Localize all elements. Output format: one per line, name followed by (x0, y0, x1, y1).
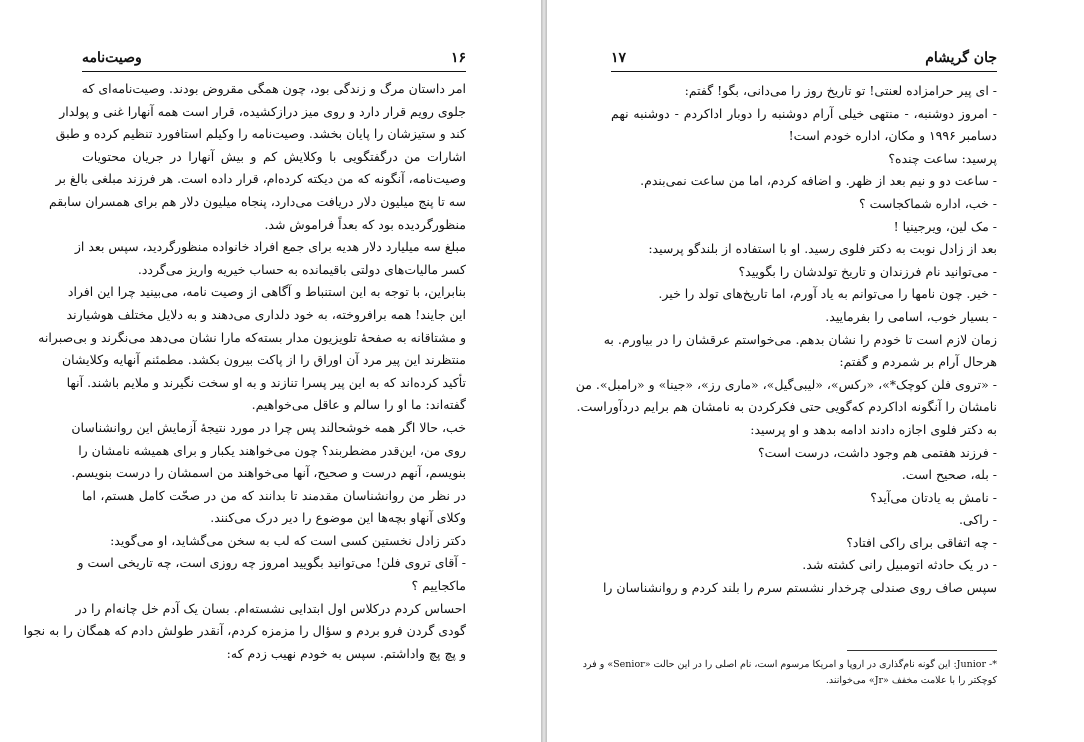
left-page-header (82, 50, 466, 66)
text-line: پرسید: ساعت چنده؟ (888, 150, 997, 166)
text-line: وکلای آنهاو بچه‌ها این موضوع را دیر درک می‌کنند. (210, 510, 466, 526)
text-line: نامشان را آنگونه اداکردم که‌گویی حتی فکرکردن به نامشان هم برایم دردآوراست. (576, 399, 997, 415)
text-line: - آقای تروی فلن! می‌توانید بگویید امروز چه روزی است، چه تاریخی است و (77, 555, 466, 571)
text-line: - ساعت دو و نیم بعد از ظهر. و اضافه کردم، اما من ساعت نمی‌بندم. (640, 173, 997, 189)
left-header-rule (82, 71, 466, 72)
text-line: تأکید کرده‌اند که به این پیر پسرا تنازند و به او سخت نگیرند و ملایم باشند. آنها (66, 374, 466, 390)
text-line: دسامبر ۱۹۹۶ و مکان، اداره خودم است! (788, 128, 997, 144)
text-line: جلوی رویم قرار دارد و روی میز درازکشیده، قرار است همه آنهارا غنی و پولدار (59, 103, 466, 119)
text-line: گفته‌اند: ما او را سالم و عاقل می‌خواهیم. (251, 397, 466, 413)
text-line: کوچکتر را با علامت مخفف «Jr» می‌خوانند. (825, 675, 997, 686)
text-line: - ای پیر حرامزاده لعنتی! تو تاریخ روز را می‌دانی، بگو! گفتم: (684, 83, 997, 98)
text-line: ماکجاییم ؟ (411, 578, 466, 594)
text-line: مبلغ سه میلیارد دلار هدیه برای جمع افراد خانواده منظورگردید، سپس بعد از (74, 239, 466, 255)
right-page-body (575, 80, 997, 600)
text-line: - بسیار خوب، اسامی را بفرمایید. (825, 308, 997, 324)
left-page-number: ۱۶ (450, 50, 466, 66)
text-line: - بله، صحیح است. (901, 467, 997, 483)
text-line: منظورگردیده بود که بعداً فراموش شد. (264, 216, 466, 232)
right-header-rule (611, 71, 997, 72)
text-line: *- Junior: این گونه نام‌گذاری در اروپا و امریکا مرسوم است، نام اصلی را در این حالت «Senior» و فرد (582, 659, 997, 670)
text-line: گودی گردن فرو بردم و سؤال را مزمزه کردم، آنقدر طولش دادم که همگان را به نجوا (23, 623, 466, 639)
text-line: اشارات من درگفتگویی با وکلایش کم و بیش آنهارا در جریان محتویات (82, 148, 466, 164)
right-page-running-title: جان گریشام (925, 50, 997, 66)
text-line: - مک لین، ویرجینیا ! (893, 218, 997, 234)
text-line: امر داستان مرگ و زندگی بود، چون همگی مقروض بودند. وصیت‌نامه‌ای که (81, 81, 466, 96)
left-page-running-title: وصیت‌نامه (82, 50, 142, 66)
footnote-rule (847, 650, 997, 651)
text-line: دکتر زادل نخستین کسی است که لب به سخن می‌گشاید، او می‌گوید: (110, 532, 466, 548)
right-page-number: ۱۷ (611, 50, 627, 66)
text-line: - نامش به یادتان می‌آید؟ (870, 489, 997, 505)
text-line: در نظر من روانشناسان مقدمند تا بدانند که من در صحّت کامل هستم، اما (82, 487, 466, 503)
text-line: و پچ پچ واداشتم. سپس به خودم نهیب زدم که: (226, 645, 466, 661)
left-page (0, 0, 541, 742)
text-line: و مشتاقانه به صفحهٔ تلویزیون مدار بسته‌که مارا نشان می‌دهد می‌نگرند و بی‌صبرانه (38, 329, 466, 345)
text-line: - در یک حادثه اتومبیل رانی کشته شد. (802, 557, 997, 573)
text-line: - راکی. (958, 512, 997, 528)
text-line: خب، حالا اگر همه خوشحالند پس چرا در مورد نتیجهٔ آزمایش این روانشناسان (71, 419, 466, 435)
text-line: کند و ستیزشان را پایان بخشد. وصیت‌نامه را وکیلم استافورد تنظیم کرده و طبق (55, 126, 466, 142)
text-line: کسر مالیات‌های دولتی باقیمانده به حساب خیریه واریز می‌گردد. (137, 261, 466, 277)
text-line: این جایند! همه برافروخته، به خود دلداری می‌دهند و به دلایل مختلف هوشیارند (66, 306, 466, 322)
footnote (582, 657, 997, 689)
text-line: سه تا پنج میلیون دلار دریافت می‌دارد، پنجاه میلیون دلار هم برای همسران سابقم (48, 193, 466, 209)
text-line: بنابراین، با توجه به این استنباط و آگاهی از وصیت نامه، می‌بینید چرا این افراد (67, 284, 466, 300)
text-line: به دکتر فلوی اجازه دادند ادامه بدهد و او پرسید: (750, 421, 997, 437)
text-line: هرحال آرام بر شمردم و گفتم: (839, 354, 997, 370)
text-line: - «تروی فلن کوچک*»، «رکس»، «لیبی‌گیل»، «ماری رز»، «جینا» و «رامبل». من (575, 376, 997, 392)
text-line: - فرزند هفتمی هم وجود داشت، درست است؟ (757, 444, 997, 460)
text-line: سپس صاف روی صندلی چرخدار نشستم سرم را بلند کردم و روانشناسان را (602, 580, 997, 596)
text-line: - خیر. چون نامها را می‌توانم به یاد آورم، اما تاریخ‌های تولد را خیر. (658, 286, 997, 302)
text-line: - چه اتفاقی برای راکی افتاد؟ (846, 534, 997, 550)
text-line: زمان لازم است تا خودم را نشان بدهم. می‌خواستم عرقشان را در بیاورم. به (603, 331, 997, 347)
text-line: بنویسم، آنهم درست و صحیح، آنها می‌خواهند من اسمشان را درست بنویسم. (71, 465, 466, 481)
right-page-header (611, 50, 997, 66)
text-line: احساس کردم درکلاس اول ابتدایی نشسته‌ام. بسان یک آدم خل چانه‌ام را در (75, 600, 466, 616)
text-line: - امروز دوشنبه، - منتهی خیلی آرام دوشنبه را دوبار اداکردم - دوشنبه نهم (611, 105, 997, 121)
left-page-body (23, 78, 466, 665)
text-line: بعد از زادل نوبت به دکتر فلوی رسید. او با استفاده از بلندگو پرسید: (648, 241, 997, 257)
text-line: وصیت‌نامه، آنگونه که من دیکته کرده‌ام، قرار داده است. هر فرزند مبلغی بالغ بر (55, 171, 466, 187)
text-line: - می‌توانید نام فرزندان و تاریخ تولدشان را بگویید؟ (738, 263, 997, 279)
right-page (547, 0, 1084, 742)
text-line: - خب، اداره شماکجاست ؟ (859, 195, 997, 211)
text-line: منتظرند این پیر مرد آن اوراق را از پاکت بیرون بکشد. مطمئنم آنهایه وکلایشان (62, 352, 466, 368)
text-line: روی من، این‌قدر مضطربند؟ چون می‌خواهند یکبار و برای همیشه نامشان را (78, 442, 466, 458)
